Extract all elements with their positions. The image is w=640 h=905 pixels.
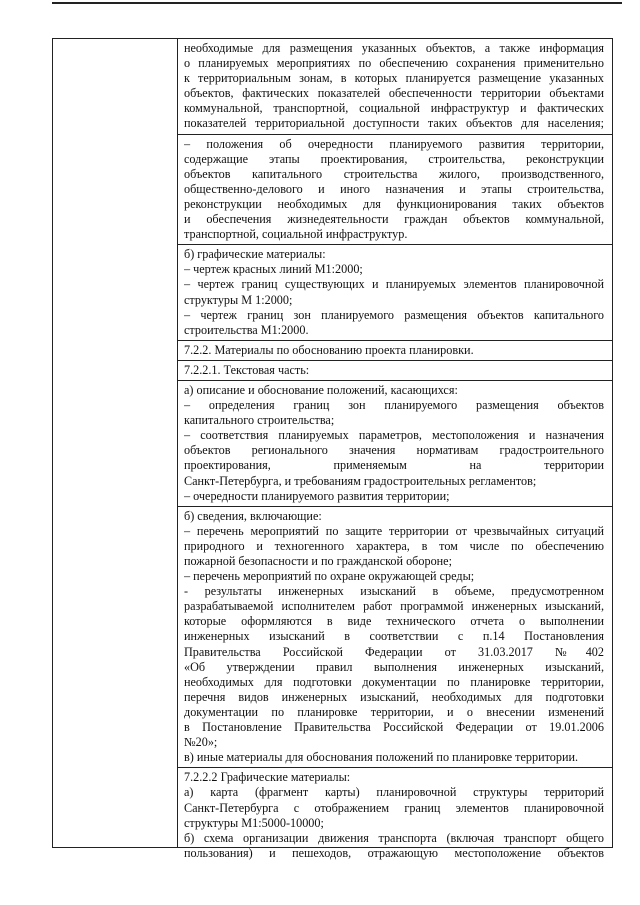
text-line: – очередности планируемого развития территории; [184, 488, 450, 503]
text-line: о планируемых мероприятиях по обеспечению сохранения применительно [184, 56, 604, 71]
text-line: необходимых для подготовки документации по планировке территории, [184, 674, 604, 689]
text-line: капитального строительства; [184, 413, 335, 428]
text-line: транспортной, социальной инфраструктур. [184, 227, 408, 242]
text-line: – перечень мероприятий по охране окружающей среды; [184, 569, 475, 584]
text-line: – чертеж границ зон планируемого размещения объектов капитального [184, 307, 604, 322]
text-cell [178, 768, 612, 863]
text-line: перечня видов инженерных изысканий, необходимых для подготовки [184, 689, 604, 704]
text-line: 7.2.2.2 Графические материалы: [184, 770, 351, 785]
left-column [53, 39, 178, 847]
text-cell [178, 245, 612, 341]
text-cell [178, 341, 612, 361]
text-line: содержащие этапы проектирования, строительства, реконструкции [184, 151, 604, 166]
text-line: разрабатываемой исполнителем работ программой инженерных изысканий, [184, 599, 604, 614]
text-line: Правительства Российской Федерации от 31.03.2017 №402 [184, 644, 604, 659]
text-cell [178, 507, 612, 769]
text-line: пожарной безопасности и по гражданской обороне; [184, 554, 452, 568]
text-line: Санкт-Петербурга с отображением границ элементов планировочной [184, 800, 604, 815]
text-line: общественно-делового и иного назначения и этапы строительства, [184, 181, 604, 196]
text-line: – перечень мероприятий по защите территории от чрезвычайных ситуаций [184, 523, 604, 538]
text-line: проектирования, применяемым на территории [184, 458, 604, 473]
text-line: показателей территориальной доступности таких объектов для населения; [184, 116, 604, 131]
text-cell [178, 39, 612, 135]
text-line: и обеспечения жизнедеятельности граждан объектов коммунальной, [184, 212, 604, 227]
text-line: Санкт-Петербурга, и требованиям градостроительных регламентов; [184, 473, 537, 488]
text-line: в Постановление Правительства Российской Федерации от 19.01.2006 [184, 720, 604, 735]
text-line: объектов капитального строительства жилого, производственного, [184, 166, 604, 181]
text-line: б) схема организации движения транспорта (включая транспорт общего [184, 830, 604, 845]
text-line: которые оформляются в виде технического отчета о выполнении [184, 614, 604, 629]
text-line: – соответствия планируемых параметров, местоположения и назначения [184, 428, 604, 443]
right-column [178, 39, 612, 860]
text-line: структуры М1:5000-10000; [184, 815, 324, 830]
text-line: объектов регионального значения нормативам градостроительного [184, 443, 604, 458]
text-line: коммунальной, транспортной, социальной инфраструктур и фактических [184, 101, 604, 116]
text-line: – положения об очередности планируемого развития территории, [184, 136, 604, 151]
text-line: – чертеж красных линий М1:2000; [184, 262, 363, 277]
text-line: а) карта (фрагмент карты) планировочной структуры территорий [184, 785, 604, 800]
text-line: природного и техногенного характера, в том числе по обеспечению [184, 538, 604, 553]
text-line: б) графические материалы: [184, 247, 326, 262]
text-line: пользования) и пешеходов, отражающую местоположение объектов [184, 845, 604, 860]
document-table [52, 38, 613, 860]
text-line: документации по планировке территории, и о внесении изменений [184, 704, 604, 719]
text-line: реконструкции необходимых для функционирования таких объектов [184, 196, 604, 211]
text-line: «Об утверждении правил выполнения инженерных изысканий, [184, 659, 604, 674]
text-cell [178, 381, 612, 507]
text-line: инженерных изысканий в соответствии с п.14 Постановления [184, 629, 604, 644]
text-line: а) описание и обоснование положений, касающихся: [184, 382, 458, 397]
text-cell [178, 361, 612, 381]
text-line: структуры М 1:2000; [184, 292, 293, 307]
text-line: 7.2.2.1. Текстовая часть: [184, 362, 310, 377]
text-cell [178, 135, 612, 246]
text-line: – чертеж границ существующих и планируемых элементов планировочной [184, 277, 604, 292]
text-line: – определения границ зон планируемого размещения объектов [184, 398, 604, 413]
page-top-rule [52, 2, 622, 4]
text-line: №20»; [184, 735, 218, 750]
text-line: объектов, фактических показателей обеспеченности территории объектами [184, 86, 604, 101]
text-line: б) сведения, включающие: [184, 508, 322, 523]
text-line: 7.2.2. Материалы по обоснованию проекта планировки. [184, 342, 474, 357]
text-line: необходимые для размещения указанных объектов, а также информация [184, 41, 604, 55]
text-line: - результаты инженерных изысканий в объеме, предусмотренном [184, 584, 604, 599]
text-line: в) иные материалы для обоснования положений по планировке территории. [184, 750, 579, 765]
text-line: строительства М1:2000. [184, 322, 309, 337]
text-line: к территориальным зонам, в которых планируется размещение указанных [184, 71, 604, 86]
